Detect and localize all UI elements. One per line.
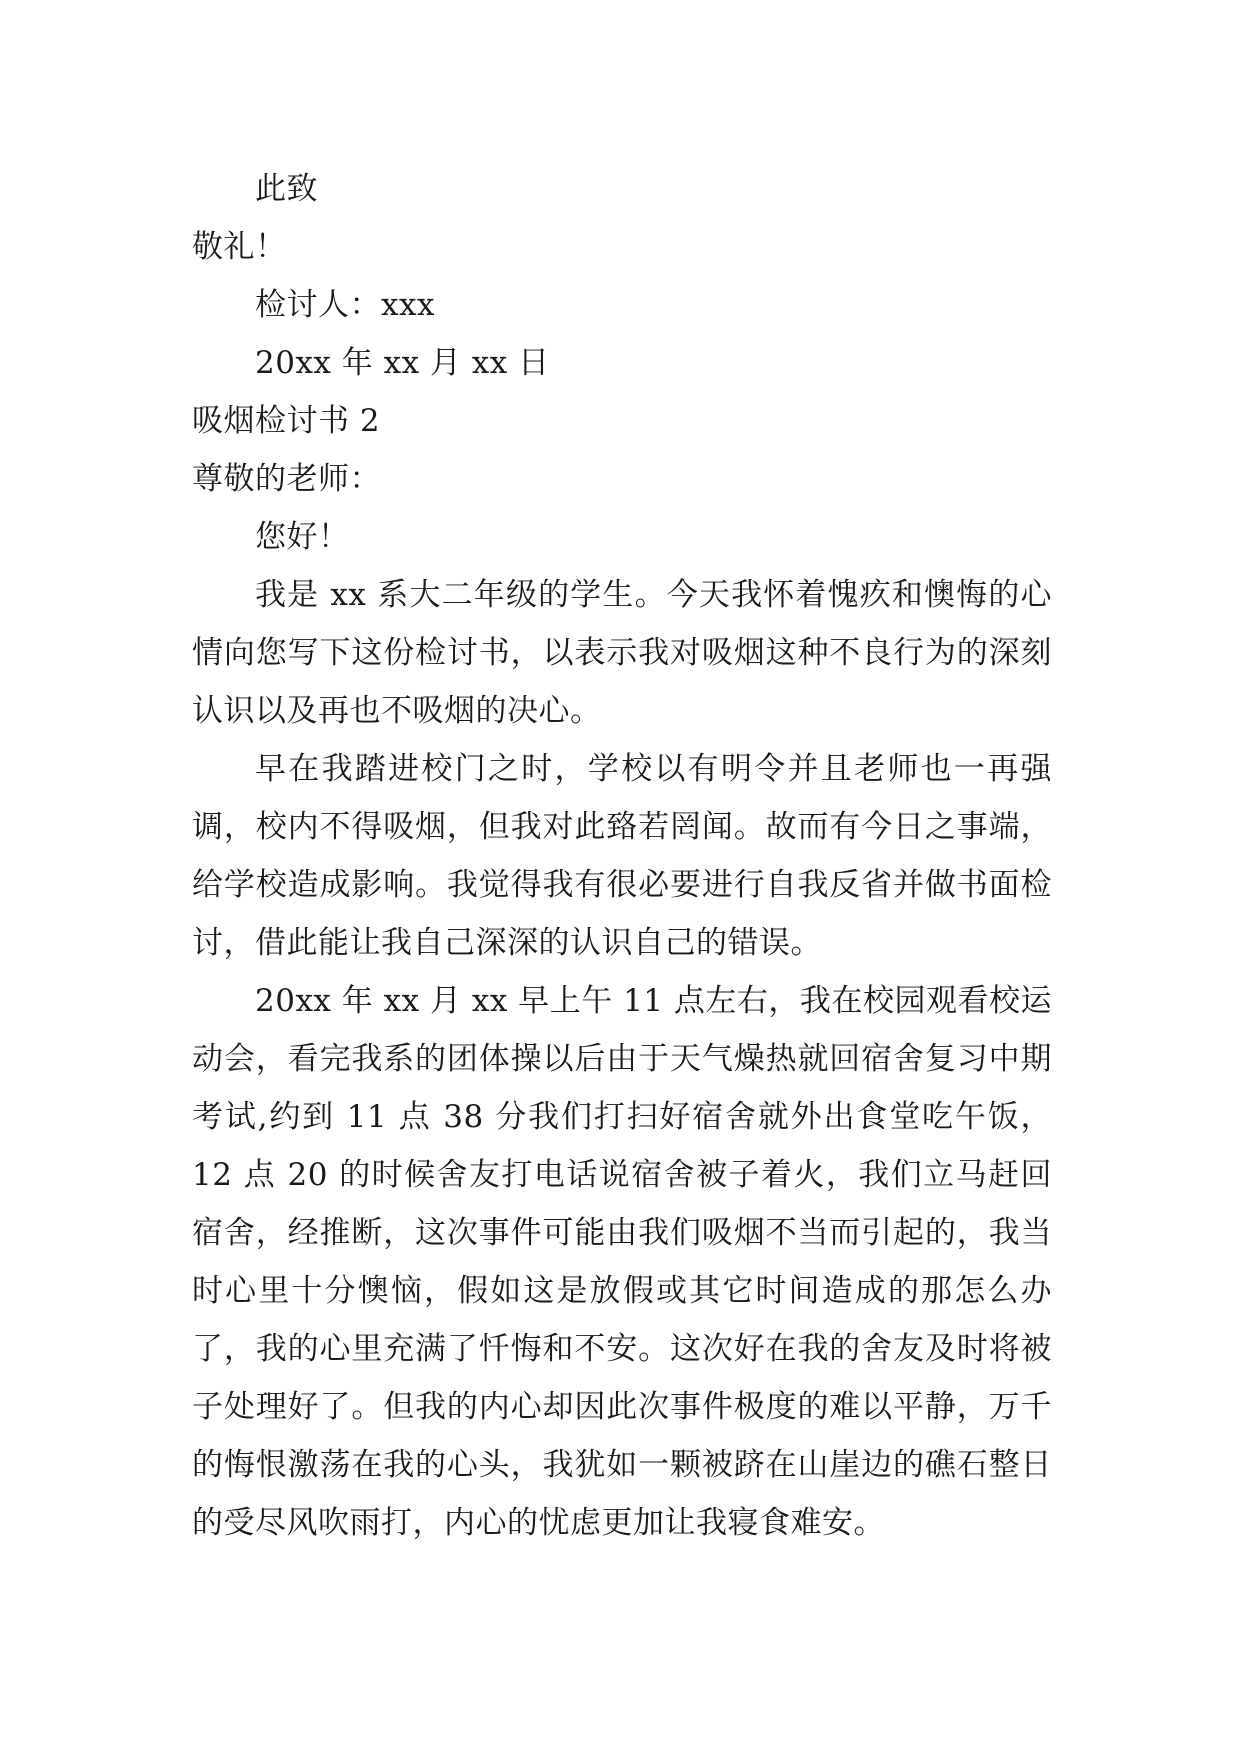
closing-regards: 敬礼！ — [192, 229, 287, 265]
letter-date: 20xx 年 xx 月 xx 日 — [255, 345, 550, 381]
body-paragraph-3: 20xx 年 xx 月 xx 早上午 11 点左右，我在校园观看校运动会，看完我系的团体操以后由于天气燥热就回宿舍复习中期考试,约到 11 点 38 分我们打扫好宿舍就外出食堂吃午饭，12 点 20 的时候舍友打电话说宿舍被子着火，我们立马赶回宿舍，经推断，这次事件可能由我们吸烟不当而引起的，我当时心里十分懊恼，假如这是放假或其它时间造成的那怎么办了，我的心里充满了忏悔和不安。这次好在我的舍友及时将被子处理好了。但我的内心却因此次事件极度的难以平静，万千的悔恨激荡在我的心头，我犹如一颗被跻在山崖边的礁石整日的受尽风吹雨打，内心的忧虑更加让我寝食难安。 — [192, 983, 1052, 1541]
body-paragraph-2: 早在我踏进校门之时，学校以有明令并且老师也一再强调，校内不得吸烟，但我对此臵若罔闻。故而有今日之事端，给学校造成影响。我觉得我有很必要进行自我反省并做书面检讨，借此能让我自己深深的认识自己的错误。 — [192, 751, 1052, 961]
document-body — [192, 160, 1052, 1552]
recipient-line: 尊敬的老师： — [192, 461, 381, 497]
closing-salutation: 此致 — [255, 171, 318, 207]
greeting-line: 您好！ — [255, 519, 350, 555]
body-paragraph-1: 我是 xx 系大二年级的学生。今天我怀着愧疚和懊悔的心情向您写下这份检讨书，以表示我对吸烟这种不良行为的深刻认识以及再也不吸烟的决心。 — [192, 577, 1052, 729]
author-signature: 检讨人：xxx — [255, 287, 435, 323]
section-heading: 吸烟检讨书 2 — [192, 403, 381, 439]
